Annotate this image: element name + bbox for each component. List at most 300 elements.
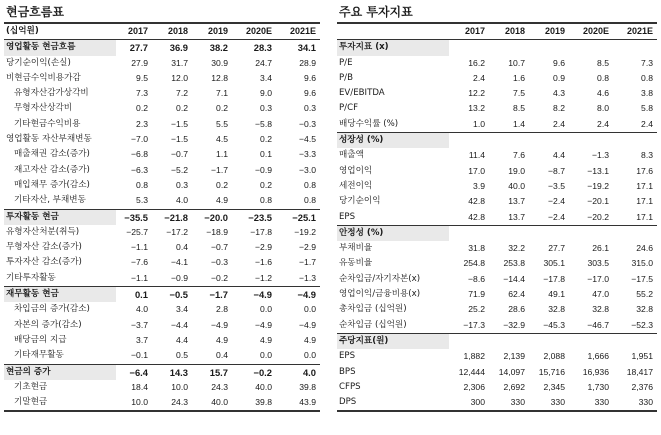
value-cell: 17.1: [636, 211, 653, 222]
year-header: 2020E: [245, 26, 272, 36]
indicator-row: [337, 194, 657, 209]
value-cell: −3.5: [548, 180, 565, 191]
value-cell: −1.1: [131, 272, 148, 283]
value-cell: 0.8: [641, 72, 653, 83]
cashflow-table: [4, 24, 320, 412]
value-cell: 40.0: [211, 397, 228, 408]
cashflow-row: [4, 56, 320, 71]
value-cell: 1,951: [631, 351, 653, 362]
year-header: 2017: [127, 26, 148, 36]
row-label: 매출채권 감소(증가): [14, 149, 90, 160]
value-cell: 0.2: [176, 103, 188, 114]
value-cell: −3.0: [299, 164, 316, 175]
value-cell: 0.0: [260, 350, 272, 361]
year-header: 2017: [464, 26, 485, 36]
cashflow-panel: [4, 0, 320, 412]
indicator-row: [337, 272, 657, 287]
value-cell: 3.4: [176, 304, 188, 315]
value-cell: 4.4: [176, 334, 188, 345]
value-cell: 2.4: [553, 118, 565, 129]
value-cell: −17.2: [166, 226, 188, 237]
value-cell: −4.9: [276, 287, 320, 303]
value-cell: 0.3: [176, 179, 188, 190]
value-cell: 14.3: [152, 364, 192, 380]
value-cell: 1.0: [473, 118, 485, 129]
value-cell: 0.2: [216, 179, 228, 190]
value-cell: 4.0: [276, 364, 320, 380]
row-label: BPS: [339, 366, 356, 377]
cashflow-row: [4, 318, 320, 333]
row-label: 현금의 증가: [4, 364, 116, 380]
value-cell: 1.6: [513, 72, 525, 83]
row-label: 유형자산처분(취득): [6, 226, 80, 237]
row-label: EV/EBITDA: [339, 88, 385, 99]
value-cell: 0.5: [176, 350, 188, 361]
cashflow-title: 현금흐름표: [4, 0, 320, 24]
value-cell: −5.8: [255, 118, 272, 129]
section-header-fill: [449, 333, 489, 349]
value-cell: 12,444: [458, 366, 485, 377]
value-cell: 330: [510, 397, 525, 408]
value-cell: 55.2: [636, 289, 653, 300]
indicator-row: [337, 86, 657, 101]
value-cell: 330: [550, 397, 565, 408]
value-cell: −14.4: [503, 273, 525, 284]
value-cell: 315.0: [631, 258, 653, 269]
cashflow-row: [4, 395, 320, 411]
value-cell: −17.8: [543, 273, 565, 284]
value-cell: −6.8: [131, 149, 148, 160]
value-cell: 16.2: [468, 57, 485, 68]
section-header-fill: [489, 133, 529, 149]
indicators-header-row: [337, 24, 657, 40]
value-cell: 2.4: [597, 118, 609, 129]
value-cell: −0.2: [211, 272, 228, 283]
section-header-row: [337, 225, 657, 241]
value-cell: 12.2: [468, 88, 485, 99]
year-header: 2019: [207, 26, 228, 36]
year-header: 2021E: [626, 26, 653, 36]
value-cell: 1,666: [587, 351, 609, 362]
row-label: EPS: [339, 211, 356, 222]
value-cell: −8.7: [548, 165, 565, 176]
value-cell: −6.4: [116, 364, 152, 380]
value-cell: 8.2: [553, 103, 565, 114]
row-label: 기타재무활동: [14, 350, 64, 361]
value-cell: 330: [638, 397, 653, 408]
indicators-title: 주요 투자지표: [337, 0, 657, 24]
value-cell: 1.4: [513, 118, 525, 129]
value-cell: −2.9: [299, 242, 316, 253]
value-cell: 17.1: [636, 196, 653, 207]
value-cell: 42.8: [468, 196, 485, 207]
value-cell: 0.0: [304, 350, 316, 361]
row-label: 재고자산 감소(증가): [14, 164, 90, 175]
cashflow-row: [4, 132, 320, 147]
indicator-row: [337, 164, 657, 179]
indicator-row: [337, 56, 657, 71]
row-label: 무형자산상각비: [14, 103, 73, 114]
value-cell: −3.7: [131, 319, 148, 330]
value-cell: 17.6: [636, 165, 653, 176]
value-cell: 7.5: [513, 88, 525, 99]
value-cell: 13.2: [468, 103, 485, 114]
cashflow-row: [4, 40, 320, 56]
row-label: 무형자산 감소(증가): [6, 242, 82, 253]
section-header-fill: [449, 40, 489, 56]
value-cell: 24.7: [255, 57, 272, 68]
value-cell: −4.4: [171, 319, 188, 330]
value-cell: 9.6: [553, 57, 565, 68]
section-header-fill: [569, 133, 613, 149]
value-cell: 3.7: [136, 334, 148, 345]
value-cell: 49.1: [548, 289, 565, 300]
value-cell: −0.7: [171, 149, 188, 160]
value-cell: −1.1: [131, 242, 148, 253]
value-cell: 0.0: [260, 304, 272, 315]
value-cell: 27.7: [129, 42, 148, 54]
value-cell: −0.9: [255, 164, 272, 175]
section-header-fill: [569, 225, 613, 241]
value-cell: 12.0: [171, 72, 188, 83]
row-label: 투자자산 감소(증가): [6, 257, 82, 268]
cashflow-row: [4, 225, 320, 240]
value-cell: −17.0: [587, 273, 609, 284]
value-cell: 4.0: [136, 304, 148, 315]
indicator-row: [337, 210, 657, 226]
indicator-row: [337, 179, 657, 194]
value-cell: −1.6: [255, 257, 272, 268]
value-cell: 25.2: [468, 304, 485, 315]
value-cell: 0.2: [216, 103, 228, 114]
value-cell: −19.2: [587, 180, 609, 191]
value-cell: 8.5: [513, 103, 525, 114]
value-cell: −20.1: [587, 196, 609, 207]
cashflow-row: [4, 147, 320, 162]
value-cell: 7.1: [216, 88, 228, 99]
value-cell: 10.0: [131, 397, 148, 408]
value-cell: 4.9: [216, 334, 228, 345]
row-label: 당기순이익: [339, 196, 381, 207]
cashflow-row: [4, 333, 320, 348]
section-header-row: [337, 333, 657, 349]
value-cell: −0.3: [211, 257, 228, 268]
cashflow-row: [4, 178, 320, 193]
row-label: 투자활동 현금: [4, 209, 116, 225]
value-cell: −32.9: [503, 319, 525, 330]
value-cell: −0.3: [299, 118, 316, 129]
row-label: 영업이익/금융비용(x): [339, 289, 421, 300]
value-cell: 0.1: [116, 287, 152, 303]
indicators-header-blank: [337, 24, 449, 40]
value-cell: 4.0: [176, 195, 188, 206]
row-label: EPS: [339, 351, 356, 362]
value-cell: −3.3: [299, 149, 316, 160]
value-cell: 1,730: [587, 381, 609, 392]
year-header: 2018: [167, 26, 188, 36]
value-cell: −4.5: [299, 134, 316, 145]
value-cell: 12.8: [211, 72, 228, 83]
value-cell: 0.4: [176, 242, 188, 253]
cashflow-header-row: [4, 24, 320, 40]
value-cell: 13.7: [508, 211, 525, 222]
value-cell: 2.4: [473, 72, 485, 83]
section-header-fill: [529, 133, 569, 149]
value-cell: 9.0: [260, 88, 272, 99]
value-cell: −4.9: [299, 319, 316, 330]
value-cell: 9.6: [304, 88, 316, 99]
cashflow-row: [4, 287, 320, 303]
indicator-row: [337, 349, 657, 364]
value-cell: 14,097: [498, 366, 525, 377]
value-cell: 0.4: [216, 350, 228, 361]
row-label: 기말현금: [14, 397, 48, 408]
value-cell: 7.6: [513, 150, 525, 161]
value-cell: 17.1: [636, 180, 653, 191]
value-cell: 8.0: [597, 103, 609, 114]
section-header-row: [337, 40, 657, 56]
value-cell: 18,417: [626, 366, 653, 377]
value-cell: 3.4: [260, 72, 272, 83]
value-cell: 0.2: [260, 134, 272, 145]
value-cell: −25.7: [126, 226, 148, 237]
section-header-fill: [489, 40, 529, 56]
value-cell: 40.0: [508, 180, 525, 191]
value-cell: 4.5: [216, 134, 228, 145]
value-cell: 0.3: [304, 103, 316, 114]
value-cell: −1.5: [171, 134, 188, 145]
value-cell: 4.9: [216, 195, 228, 206]
value-cell: −17.5: [631, 273, 653, 284]
value-cell: 16,936: [582, 366, 609, 377]
value-cell: −1.7: [192, 287, 232, 303]
value-cell: 18.4: [131, 381, 148, 392]
row-label: 기타투자활동: [6, 272, 56, 283]
value-cell: 4.6: [597, 88, 609, 99]
value-cell: 38.2: [209, 42, 228, 54]
value-cell: −17.8: [250, 226, 272, 237]
section-header-fill: [529, 333, 569, 349]
value-cell: 2,088: [543, 351, 565, 362]
section-title: 투자지표 (x): [337, 40, 449, 56]
value-cell: 8.3: [641, 150, 653, 161]
value-cell: −45.3: [543, 319, 565, 330]
value-cell: −1.2: [255, 272, 272, 283]
value-cell: 5.5: [216, 118, 228, 129]
row-label: 배당수익률 (%): [339, 118, 399, 129]
value-cell: 7.2: [176, 88, 188, 99]
value-cell: 330: [594, 397, 609, 408]
year-header: 2018: [504, 26, 525, 36]
indicator-row: [337, 287, 657, 302]
value-cell: 0.2: [136, 103, 148, 114]
row-label: 부채비율: [339, 243, 373, 254]
value-cell: 5.3: [136, 195, 148, 206]
row-label: 기초현금: [14, 381, 48, 392]
row-label: 순차입금/자기자본(x): [339, 273, 421, 284]
value-cell: 31.8: [468, 243, 485, 254]
value-cell: 39.8: [255, 397, 272, 408]
section-header-fill: [613, 333, 657, 349]
value-cell: 4.9: [260, 334, 272, 345]
cashflow-row: [4, 302, 320, 317]
value-cell: −17.3: [463, 319, 485, 330]
row-label: 재무활동 현금: [4, 287, 116, 303]
value-cell: −0.2: [232, 364, 276, 380]
value-cell: −18.9: [206, 226, 228, 237]
value-cell: −20.0: [192, 209, 232, 225]
section-header-fill: [569, 40, 613, 56]
value-cell: −4.1: [171, 257, 188, 268]
value-cell: 305.1: [543, 258, 565, 269]
section-header-fill: [569, 333, 613, 349]
value-cell: 1.1: [216, 149, 228, 160]
row-label: 기타자산, 부채변동: [14, 195, 86, 206]
value-cell: 42.8: [468, 211, 485, 222]
value-cell: −1.3: [592, 150, 609, 161]
value-cell: 32.8: [636, 304, 653, 315]
value-cell: 43.9: [299, 397, 316, 408]
value-cell: 0.8: [260, 195, 272, 206]
value-cell: 2,306: [463, 381, 485, 392]
value-cell: −5.2: [171, 164, 188, 175]
value-cell: −2.4: [548, 196, 565, 207]
indicator-row: [337, 117, 657, 133]
value-cell: −1.7: [211, 164, 228, 175]
value-cell: 13.7: [508, 196, 525, 207]
indicator-row: [337, 256, 657, 271]
section-header-fill: [529, 225, 569, 241]
value-cell: 7.3: [136, 88, 148, 99]
year-header: 2019: [544, 26, 565, 36]
value-cell: −0.1: [131, 350, 148, 361]
cashflow-row: [4, 71, 320, 86]
cashflow-row: [4, 271, 320, 287]
value-cell: 28.9: [299, 57, 316, 68]
value-cell: 32.2: [508, 243, 525, 254]
value-cell: 10.0: [171, 381, 188, 392]
row-label: 배당금의 지급: [14, 334, 67, 345]
cashflow-row: [4, 101, 320, 116]
value-cell: 15,716: [538, 366, 565, 377]
value-cell: −8.6: [468, 273, 485, 284]
value-cell: 3.8: [641, 88, 653, 99]
row-label: 비현금수익비용가감: [6, 72, 81, 83]
row-label: 세전이익: [339, 180, 373, 191]
row-label: 영업활동 자산부채변동: [6, 134, 92, 145]
value-cell: 24.6: [636, 243, 653, 254]
value-cell: 8.5: [597, 57, 609, 68]
row-label: 유형자산감가상각비: [14, 88, 89, 99]
value-cell: −25.1: [276, 209, 320, 225]
row-label: 차입금의 증가(감소): [14, 304, 90, 315]
value-cell: −7.6: [131, 257, 148, 268]
cashflow-row: [4, 364, 320, 380]
row-label: P/CF: [339, 103, 359, 114]
value-cell: −21.8: [152, 209, 192, 225]
cashflow-unit-label: (십억원): [6, 26, 39, 36]
section-title: 안정성 (%): [337, 225, 449, 241]
value-cell: 7.3: [641, 57, 653, 68]
value-cell: −0.9: [171, 272, 188, 283]
value-cell: 2,139: [503, 351, 525, 362]
value-cell: −46.7: [587, 319, 609, 330]
section-header-fill: [613, 40, 657, 56]
value-cell: 300: [470, 397, 485, 408]
section-header-fill: [489, 225, 529, 241]
section-header-fill: [529, 40, 569, 56]
cashflow-row: [4, 209, 320, 225]
row-label: 순차입금 (십억원): [339, 319, 407, 330]
value-cell: −19.2: [294, 226, 316, 237]
value-cell: −23.5: [232, 209, 276, 225]
value-cell: 9.6: [304, 72, 316, 83]
value-cell: 28.6: [508, 304, 525, 315]
value-cell: −0.5: [152, 287, 192, 303]
value-cell: 4.3: [553, 88, 565, 99]
value-cell: 0.1: [260, 149, 272, 160]
value-cell: 26.1: [592, 243, 609, 254]
value-cell: 2,692: [503, 381, 525, 392]
value-cell: 0.3: [260, 103, 272, 114]
value-cell: 47.0: [592, 289, 609, 300]
indicator-row: [337, 318, 657, 334]
indicator-row: [337, 241, 657, 256]
value-cell: −6.3: [131, 164, 148, 175]
value-cell: 40.0: [255, 381, 272, 392]
indicator-row: [337, 380, 657, 395]
value-cell: 17.0: [468, 165, 485, 176]
section-header-fill: [489, 333, 529, 349]
row-label: DPS: [339, 397, 357, 408]
indicator-row: [337, 71, 657, 86]
section-title: 주당지표(원): [337, 333, 449, 349]
value-cell: 2.3: [136, 118, 148, 129]
row-label: 유동비율: [339, 258, 373, 269]
value-cell: −2.4: [548, 211, 565, 222]
section-header-row: [337, 133, 657, 149]
value-cell: −2.9: [255, 242, 272, 253]
value-cell: 28.3: [253, 42, 272, 54]
value-cell: 24.3: [211, 381, 228, 392]
value-cell: 5.8: [641, 103, 653, 114]
row-label: 자본의 증가(감소): [14, 319, 82, 330]
cashflow-row: [4, 255, 320, 270]
value-cell: 0.8: [304, 179, 316, 190]
value-cell: 0.8: [304, 195, 316, 206]
value-cell: 27.9: [131, 57, 148, 68]
cashflow-row: [4, 380, 320, 395]
value-cell: 0.0: [304, 304, 316, 315]
cashflow-row: [4, 86, 320, 101]
row-label: 총차입금 (십억원): [339, 304, 407, 315]
value-cell: −7.0: [131, 134, 148, 145]
row-label: 매출액: [339, 150, 364, 161]
value-cell: 27.7: [548, 243, 565, 254]
value-cell: 39.8: [299, 381, 316, 392]
section-title: 성장성 (%): [337, 133, 449, 149]
value-cell: 19.0: [508, 165, 525, 176]
year-header: 2021E: [289, 26, 316, 36]
value-cell: 0.8: [597, 72, 609, 83]
value-cell: 0.9: [553, 72, 565, 83]
value-cell: 32.8: [592, 304, 609, 315]
value-cell: 2.8: [216, 304, 228, 315]
value-cell: 2,376: [631, 381, 653, 392]
section-header-fill: [449, 225, 489, 241]
value-cell: 0.2: [260, 179, 272, 190]
value-cell: −52.3: [631, 319, 653, 330]
